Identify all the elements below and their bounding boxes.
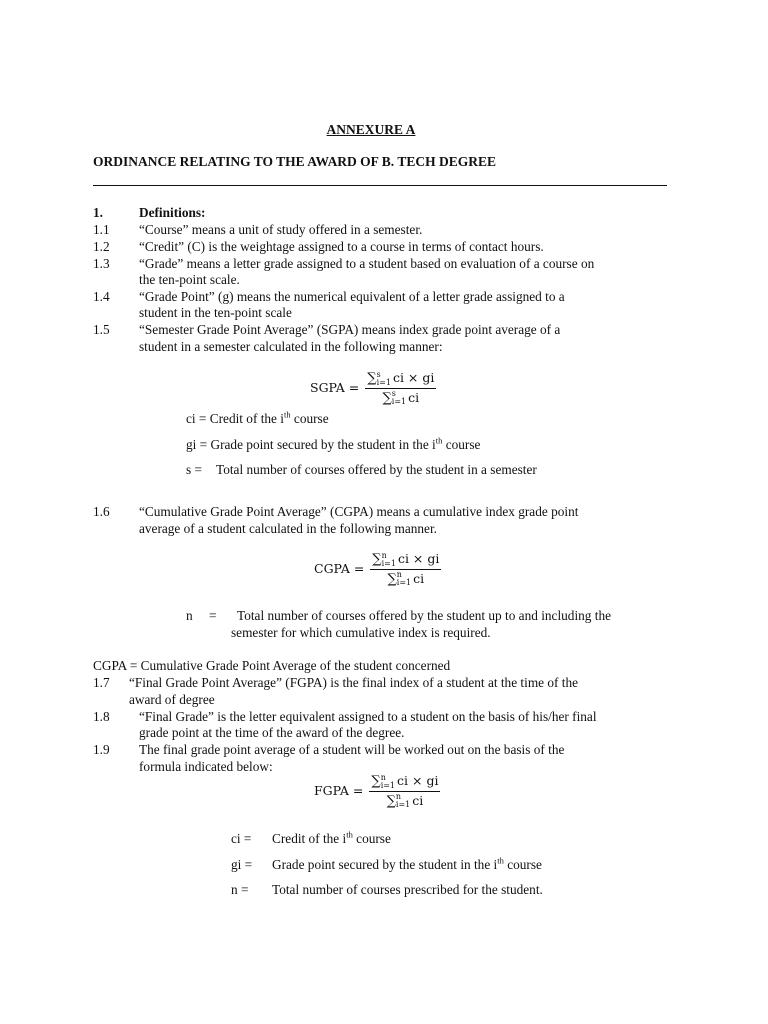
definition-number: 1.3 [93,256,110,271]
denominator-term: ci [412,792,424,808]
sum-limits [382,552,396,568]
heading-divider [93,185,667,186]
sigma-symbol: ∑ [382,390,392,406]
sum-upper-limit: n [395,792,402,801]
sum-limits [397,571,411,587]
sum-limits [396,793,410,809]
denominator-term: ci [408,389,420,405]
superscript: th [283,409,291,420]
cgpa-def-n-equals: = [209,608,217,623]
definition-fgpa-formula-line2: formula indicated below: [139,759,273,774]
def-text: gi = Grade point secured by the student in the i [186,437,436,452]
definition-final-grade-line1: “Final Grade” is the letter equivalent assigned to a student on the basis of his/her final [139,709,597,724]
def-text: ci = Credit of the i [186,411,284,426]
definition-cgpa-line1: “Cumulative Grade Point Average” (CGPA) means a cumulative index grade point [139,504,579,519]
formula-lhs: SGPA = [310,379,360,395]
sgpa-def-s-text: Total number of courses offered by the student in a semester [216,462,537,477]
fgpa-formula [314,773,440,809]
fgpa-def-n-text: Total number of courses prescribed for the student. [272,882,543,897]
sum-upper-limit: s [391,389,396,398]
fgpa-def-n-label: n = [231,882,249,897]
formula-lhs: CGPA = [314,560,365,576]
superscript: th [346,829,353,840]
formula-fraction [370,551,441,587]
sum-limits [392,390,406,406]
sigma-symbol: ∑ [386,793,396,809]
sum-limits [377,371,391,387]
def-tail: course [503,857,542,872]
sum-lower-limit: i=1 [380,780,396,790]
formula-denominator [383,389,420,407]
fgpa-def-ci-label: ci = [231,831,252,846]
fgpa-def-gi-label: gi = [231,857,253,872]
sum-lower-limit: i=1 [396,578,412,587]
sum-lower-limit: i=1 [391,397,407,406]
def-tail: course [290,411,329,426]
definition-grade-line1: “Grade” means a letter grade assigned to a student based on evaluation of a course on [139,256,595,271]
sgpa-def-gi [186,437,480,454]
sum-upper-limit: n [380,772,386,782]
section-number: 1. [93,205,103,220]
def-text: Grade point secured by the student in the i [272,857,498,872]
superscript: th [435,435,443,446]
numerator-term: ci × gi [397,551,440,566]
sigma-symbol: ∑ [371,774,381,789]
definition-grade-point-line1: “Grade Point” (g) means the numerical equivalent of a letter grade assigned to a [139,289,565,304]
def-tail: course [442,437,481,452]
sgpa-def-s-label: s = [186,462,202,477]
formula-numerator [369,773,440,792]
cgpa-formula [314,551,441,587]
definition-number: 1.7 [93,675,110,690]
cgpa-def-n-line2: semester for which cumulative index is required. [231,625,491,640]
definition-cgpa-line2: average of a student calculated in the following manner. [139,521,437,536]
sum-lower-limit: i=1 [381,558,396,568]
formula-lhs: FGPA = [314,782,364,798]
definition-grade-line2: the ten-point scale. [139,272,240,287]
section-heading: Definitions: [139,205,206,220]
sum-upper-limit: n [396,570,402,579]
definition-grade-point-line2: student in the ten-point scale [139,305,292,320]
superscript: th [497,855,504,866]
sigma-symbol: ∑ [372,552,382,567]
sgpa-def-ci [186,411,329,428]
numerator-term: ci × gi [397,773,439,788]
definition-fgpa-formula-line1: The final grade point average of a student will be worked out on the basis of the [139,742,565,757]
def-text: Credit of the i [272,831,347,846]
formula-fraction [369,773,440,809]
fgpa-def-gi-text [272,857,542,874]
definition-sgpa-line2: student in a semester calculated in the following manner: [139,339,443,354]
definition-number: 1.9 [93,742,110,757]
sum-upper-limit: s [376,369,381,379]
cgpa-note: CGPA = Cumulative Grade Point Average of the student concerned [93,658,451,673]
definition-sgpa-line1: “Semester Grade Point Average” (SGPA) means index grade point average of a [139,322,561,337]
numerator-term: ci × gi [392,370,435,385]
definition-course: “Course” means a unit of study offered in a semester. [139,222,423,237]
sgpa-formula [310,370,436,406]
definition-number: 1.2 [93,239,110,254]
def-tail: course [352,831,391,846]
sum-upper-limit: n [381,550,387,560]
definition-final-grade-line2: grade point at the time of the award of the degree. [139,725,405,740]
sum-lower-limit: i=1 [376,377,391,387]
formula-fraction [365,370,436,406]
definition-number: 1.4 [93,289,110,304]
page-title: ANNEXURE A [326,122,416,137]
denominator-term: ci [413,570,425,586]
definition-fgpa-line1: “Final Grade Point Average” (FGPA) is the final index of a student at the time of the [129,675,579,690]
sigma-symbol: ∑ [367,371,377,386]
sum-limits [381,774,395,790]
formula-denominator [388,570,425,588]
definition-number: 1.1 [93,222,110,237]
definition-number: 1.5 [93,322,110,337]
ordinance-heading: ORDINANCE RELATING TO THE AWARD OF B. TECH DEGREE [93,154,496,169]
definition-fgpa-line2: award of degree [129,692,215,707]
formula-numerator [365,370,436,389]
cgpa-def-n-label: n [186,608,193,623]
definition-number: 1.8 [93,709,110,724]
definition-number: 1.6 [93,504,110,519]
sigma-symbol: ∑ [387,571,397,587]
formula-denominator [387,792,424,810]
fgpa-def-ci-text [272,831,391,848]
cgpa-def-n-line1: Total number of courses offered by the student up to and including the [237,608,612,623]
sum-lower-limit: i=1 [395,800,411,809]
formula-numerator [370,551,441,570]
definition-credit: “Credit” (C) is the weightage assigned to a course in terms of contact hours. [139,239,544,254]
